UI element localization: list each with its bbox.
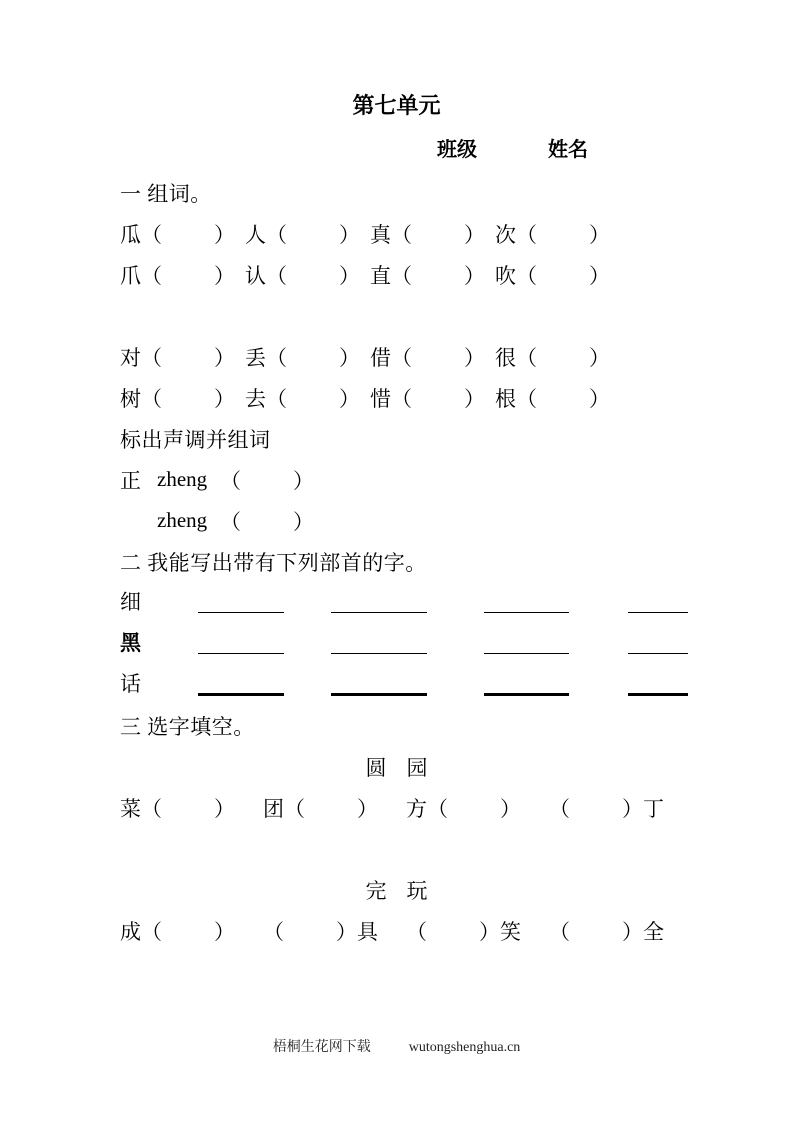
word-unit	[495, 383, 610, 413]
paren-close: ）	[214, 919, 235, 944]
word-char: 认	[245, 263, 266, 288]
word-unit	[495, 342, 610, 372]
word-unit	[370, 342, 485, 372]
paren-close: ）	[214, 386, 235, 411]
word-unit	[495, 260, 610, 290]
paren-close: ）	[589, 386, 610, 411]
section-two-heading: 二 我能写出带有下列部首的字。	[120, 550, 427, 575]
choice-unit-char: 笑	[500, 919, 521, 944]
choice-unit	[406, 793, 521, 823]
choice-unit	[406, 916, 521, 946]
tone-heading: 标出声调并组词	[120, 427, 271, 452]
footer-site-url: wutongshenghua.cn	[408, 1040, 521, 1055]
paren-close: ）	[589, 263, 610, 288]
word-char: 很	[495, 345, 516, 370]
paren-open: （	[516, 386, 537, 411]
paren-open: （	[391, 222, 412, 247]
paren-open: （	[266, 345, 287, 370]
section-three-heading: 三 选字填空。	[120, 714, 255, 739]
class-label: 班级	[437, 138, 477, 161]
word-unit	[120, 219, 235, 249]
choice-unit	[263, 793, 378, 823]
choice-unit	[263, 916, 378, 946]
paren-open: （	[141, 796, 162, 821]
blank-line	[120, 828, 743, 869]
word-char: 吹	[495, 263, 516, 288]
write-blank-line	[331, 653, 427, 654]
paren-open: （	[141, 222, 162, 247]
paren-open: （	[406, 919, 427, 944]
paren-open: （	[284, 796, 305, 821]
radical-row	[120, 664, 743, 705]
choice-row	[120, 910, 743, 951]
word-unit	[120, 260, 235, 290]
word-char: 树	[120, 386, 141, 411]
paren-close: ）	[622, 919, 643, 944]
word-char: 根	[495, 386, 516, 411]
word-unit	[120, 342, 235, 372]
paren-open: （	[391, 386, 412, 411]
radical-char: 黑	[120, 631, 141, 655]
paren-close: ）	[464, 386, 485, 411]
write-blank-line	[331, 612, 427, 613]
paren-open: （	[266, 386, 287, 411]
paren-close: ）	[464, 345, 485, 370]
paren-close: ）	[464, 263, 485, 288]
choice-char: 园	[406, 755, 428, 780]
paren-open: （	[266, 263, 287, 288]
write-blank-line	[198, 653, 284, 654]
choice-unit-char: 具	[357, 919, 378, 944]
choice-unit-char: 全	[643, 919, 664, 944]
word-char: 瓜	[120, 222, 141, 247]
word-rows-container	[120, 213, 743, 418]
choice-unit	[549, 916, 664, 946]
paren-open: （	[427, 796, 448, 821]
word-row	[120, 213, 743, 254]
paren-open: （	[266, 222, 287, 247]
choice-unit-char: 成	[120, 919, 141, 944]
word-char: 对	[120, 345, 141, 370]
tone-char: 正	[120, 468, 141, 493]
word-row	[120, 336, 743, 377]
tone-row	[120, 459, 743, 500]
paren-open: （	[549, 796, 570, 821]
radical-char: 细	[120, 590, 141, 614]
word-unit	[245, 342, 360, 372]
footer-site-name: 梧桐生花网下载	[272, 1040, 371, 1055]
radical-rows-container	[120, 582, 743, 705]
choice-unit-char: 方	[406, 796, 427, 821]
tone-rows-container	[120, 459, 743, 541]
paren-open: （	[516, 222, 537, 247]
choice-unit-char: 丁	[643, 796, 664, 821]
paren-close: ）	[339, 345, 360, 370]
paren-close: ）	[293, 468, 314, 493]
paren-open: （	[549, 919, 570, 944]
word-char: 去	[245, 386, 266, 411]
paren-open: （	[141, 345, 162, 370]
write-blank-line	[198, 693, 284, 696]
name-label: 姓名	[548, 138, 588, 161]
choice-unit-char: 菜	[120, 796, 141, 821]
paren-close: ）	[622, 796, 643, 821]
choice-char: 圆	[365, 755, 387, 780]
tone-pinyin: zheng	[157, 508, 208, 532]
paren-close: ）	[214, 222, 235, 247]
paren-close: ）	[357, 796, 378, 821]
paren-close: ）	[214, 263, 235, 288]
write-blank-line	[198, 612, 284, 613]
word-char: 丢	[245, 345, 266, 370]
choice-unit	[120, 916, 235, 946]
student-info-line	[437, 134, 793, 160]
word-row	[120, 254, 743, 295]
word-char: 借	[370, 345, 391, 370]
paren-close: ）	[589, 345, 610, 370]
paren-open: （	[220, 468, 241, 493]
choice-row	[120, 787, 743, 828]
paren-close: ）	[500, 796, 521, 821]
paren-close: ）	[336, 919, 357, 944]
word-unit	[120, 383, 235, 413]
word-unit	[245, 383, 360, 413]
paren-close: ）	[339, 386, 360, 411]
choice-groups-container	[120, 746, 743, 951]
choice-char: 玩	[406, 878, 428, 903]
paren-close: ）	[589, 222, 610, 247]
paren-open: （	[141, 263, 162, 288]
tone-pinyin: zheng	[157, 467, 208, 491]
choice-characters	[120, 869, 673, 910]
paren-open: （	[263, 919, 284, 944]
word-row	[120, 377, 743, 418]
paren-close: ）	[479, 919, 500, 944]
paren-open: （	[220, 509, 241, 534]
paren-open: （	[391, 263, 412, 288]
write-blank-line	[628, 612, 688, 613]
choice-characters	[120, 746, 673, 787]
paren-close: ）	[214, 796, 235, 821]
word-unit	[370, 260, 485, 290]
choice-unit-char: 团	[263, 796, 284, 821]
tone-row	[120, 500, 743, 541]
write-blank-line	[484, 612, 569, 613]
word-unit	[245, 260, 360, 290]
paren-open: （	[516, 263, 537, 288]
page-footer	[0, 1036, 793, 1056]
choice-unit	[549, 793, 664, 823]
worksheet-title: 第七单元	[352, 93, 441, 118]
worksheet-body	[120, 172, 743, 951]
word-char: 真	[370, 222, 391, 247]
paren-open: （	[391, 345, 412, 370]
paren-close: ）	[293, 509, 314, 534]
word-char: 次	[495, 222, 516, 247]
choice-char: 完	[365, 878, 387, 903]
paren-close: ）	[339, 222, 360, 247]
write-blank-line	[484, 653, 569, 654]
write-blank-line	[484, 693, 569, 696]
choice-unit	[120, 793, 235, 823]
paren-close: ）	[214, 345, 235, 370]
radical-row	[120, 582, 743, 623]
write-blank-line	[628, 693, 688, 696]
section-one-heading: 一 组词。	[120, 181, 212, 206]
word-char: 人	[245, 222, 266, 247]
paren-open: （	[516, 345, 537, 370]
word-char: 惜	[370, 386, 391, 411]
write-blank-line	[331, 693, 427, 696]
blank-line	[120, 295, 743, 336]
radical-char: 话	[120, 672, 141, 696]
paren-close: ）	[464, 222, 485, 247]
word-char: 爪	[120, 263, 141, 288]
paren-open: （	[141, 386, 162, 411]
word-unit	[245, 219, 360, 249]
word-unit	[370, 219, 485, 249]
word-char: 直	[370, 263, 391, 288]
radical-row	[120, 623, 743, 664]
paren-open: （	[141, 919, 162, 944]
word-unit	[495, 219, 610, 249]
write-blank-line	[628, 653, 688, 654]
paren-close: ）	[339, 263, 360, 288]
word-unit	[370, 383, 485, 413]
